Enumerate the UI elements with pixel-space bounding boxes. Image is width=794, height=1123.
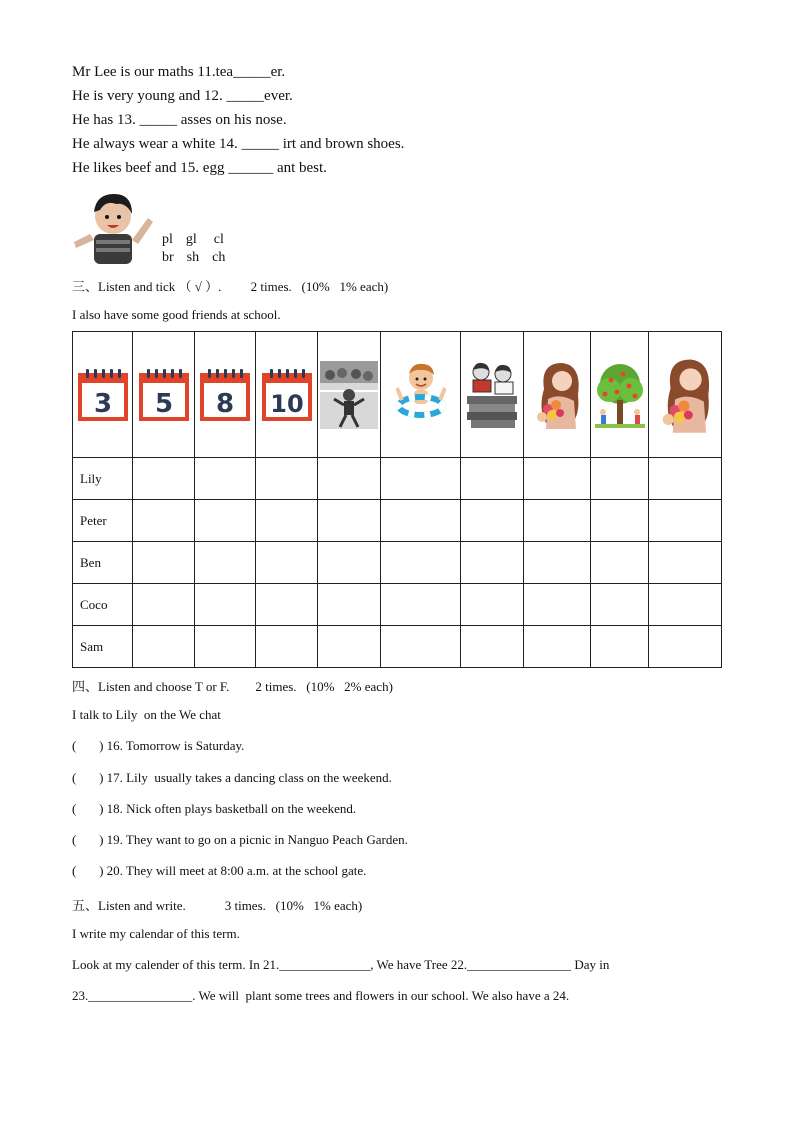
- tick-cell[interactable]: [318, 626, 381, 668]
- tick-cell[interactable]: [381, 626, 461, 668]
- calendar-day-8: 8: [215, 388, 235, 419]
- section3-intro: I also have some good friends at school.: [72, 307, 281, 322]
- tick-cell[interactable]: [649, 584, 722, 626]
- phonics-gl: gl: [185, 232, 197, 247]
- write-line-1: Look at my calender of this term. In 21.______________, We have Tree 22.________________ Day in: [72, 957, 610, 972]
- table-row: [73, 500, 722, 542]
- mother-flowers-image: [655, 352, 715, 438]
- tick-cell[interactable]: [649, 500, 722, 542]
- race-runners-image: [320, 361, 378, 429]
- question-15: He likes beef and 15. egg ______ ant best.: [72, 160, 327, 176]
- name-peter: Peter: [73, 500, 133, 542]
- question-14: He always wear a white 14. _____ irt and brown shoes.: [72, 136, 405, 152]
- tick-cell[interactable]: [381, 458, 461, 500]
- tick-cell[interactable]: [133, 626, 195, 668]
- tick-cell[interactable]: [649, 458, 722, 500]
- flowers-picture-cell-2: [649, 332, 722, 458]
- tf-question-16: ( ) 16. Tomorrow is Saturday.: [72, 738, 245, 753]
- tick-cell[interactable]: [195, 500, 256, 542]
- tick-cell[interactable]: [256, 500, 318, 542]
- phonics-row-1: [162, 232, 224, 248]
- tick-cell[interactable]: [195, 458, 256, 500]
- tick-cell[interactable]: [318, 584, 381, 626]
- tf-question-18: ( ) 18. Nick often plays basketball on the weekend.: [72, 801, 357, 816]
- name-ben: Ben: [73, 542, 133, 584]
- calendar-cell-1: [73, 332, 133, 458]
- calendar-icon: [77, 367, 129, 423]
- tick-cell[interactable]: [381, 584, 461, 626]
- calendar-day-10: 10: [269, 389, 304, 418]
- flowers-picture-cell-1: [524, 332, 591, 458]
- tick-cell[interactable]: [256, 542, 318, 584]
- waving-boy-image: [72, 188, 154, 264]
- section4-intro: I talk to Lily on the We chat: [72, 707, 221, 722]
- mother-flowers-image: [530, 359, 584, 431]
- swimming-picture-cell: [381, 332, 461, 458]
- tick-cell[interactable]: [133, 584, 195, 626]
- tick-cell[interactable]: [649, 626, 722, 668]
- tick-cell[interactable]: [256, 626, 318, 668]
- write-line-2: 23.________________. We will plant some trees and flowers in our school. We also have a 24.: [72, 988, 570, 1003]
- calendar-cell-2: [133, 332, 195, 458]
- table-row: [73, 584, 722, 626]
- question-13: He has 13. _____ asses on his nose.: [72, 112, 287, 128]
- tick-cell[interactable]: [591, 542, 649, 584]
- calendar-icon: [138, 367, 190, 423]
- question-11: Mr Lee is our maths 11.tea_____er.: [72, 64, 286, 80]
- swimming-boy-image: [396, 360, 446, 430]
- tick-cell[interactable]: [256, 584, 318, 626]
- tick-cell[interactable]: [591, 626, 649, 668]
- name-lily: Lily: [73, 458, 133, 500]
- phonics-br: br: [162, 250, 174, 265]
- race-picture-cell: [318, 332, 381, 458]
- name-sam: Sam: [73, 626, 133, 668]
- tick-cell[interactable]: [195, 626, 256, 668]
- tick-cell[interactable]: [591, 458, 649, 500]
- tick-cell[interactable]: [195, 542, 256, 584]
- tick-cell[interactable]: [649, 542, 722, 584]
- table-row: [73, 458, 722, 500]
- tf-question-19: ( ) 19. They want to go on a picnic in Nanguo Peach Garden.: [72, 832, 408, 847]
- tick-cell[interactable]: [461, 458, 524, 500]
- tick-cell[interactable]: [133, 500, 195, 542]
- fruit-tree-image: [595, 360, 645, 430]
- tick-cell[interactable]: [524, 626, 591, 668]
- calendar-icon: [199, 367, 251, 423]
- tick-cell[interactable]: [524, 584, 591, 626]
- tick-cell[interactable]: [461, 500, 524, 542]
- table-row: [73, 542, 722, 584]
- phonics-row-2: [162, 250, 225, 266]
- tick-cell[interactable]: [461, 542, 524, 584]
- tick-cell[interactable]: [461, 626, 524, 668]
- tick-cell[interactable]: [381, 542, 461, 584]
- question-12: He is very young and 12. _____ever.: [72, 88, 293, 104]
- name-coco: Coco: [73, 584, 133, 626]
- tree-picture-cell: [591, 332, 649, 458]
- phonics-ch: ch: [212, 250, 226, 265]
- tick-cell[interactable]: [524, 500, 591, 542]
- calendar-day-3: 3: [93, 388, 112, 419]
- section3-heading: 三、Listen and tick （ √ ）. 2 times. (10% 1% each): [72, 279, 389, 294]
- tick-cell[interactable]: [318, 500, 381, 542]
- tick-cell[interactable]: [381, 500, 461, 542]
- tick-cell[interactable]: [591, 584, 649, 626]
- tick-cell[interactable]: [318, 458, 381, 500]
- section4-heading: 四、Listen and choose T or F. 2 times. (10% 2% each): [72, 679, 393, 694]
- phonics-sh: sh: [186, 250, 200, 265]
- tick-cell[interactable]: [591, 500, 649, 542]
- section5-intro: I write my calendar of this term.: [72, 926, 240, 941]
- tick-cell[interactable]: [524, 458, 591, 500]
- calendar-day-5: 5: [154, 388, 173, 419]
- phonics-cl: cl: [213, 232, 224, 247]
- tick-cell[interactable]: [318, 542, 381, 584]
- tf-question-17: ( ) 17. Lily usually takes a dancing class on the weekend.: [72, 770, 392, 785]
- tick-cell[interactable]: [461, 584, 524, 626]
- tick-cell[interactable]: [133, 542, 195, 584]
- calendar-cell-3: [195, 332, 256, 458]
- phonics-pl: pl: [162, 232, 173, 247]
- tick-table: [72, 331, 722, 668]
- tick-cell[interactable]: [195, 584, 256, 626]
- section5-heading: 五、Listen and write. 3 times. (10% 1% each): [72, 898, 363, 913]
- calendar-icon: [261, 367, 313, 423]
- reading-picture-cell: [461, 332, 524, 458]
- tf-question-20: ( ) 20. They will meet at 8:00 a.m. at the school gate.: [72, 863, 367, 878]
- table-row: [73, 626, 722, 668]
- reading-kids-image: [465, 360, 519, 430]
- tick-cell[interactable]: [256, 458, 318, 500]
- tick-cell[interactable]: [524, 542, 591, 584]
- calendar-cell-4: [256, 332, 318, 458]
- tick-cell[interactable]: [133, 458, 195, 500]
